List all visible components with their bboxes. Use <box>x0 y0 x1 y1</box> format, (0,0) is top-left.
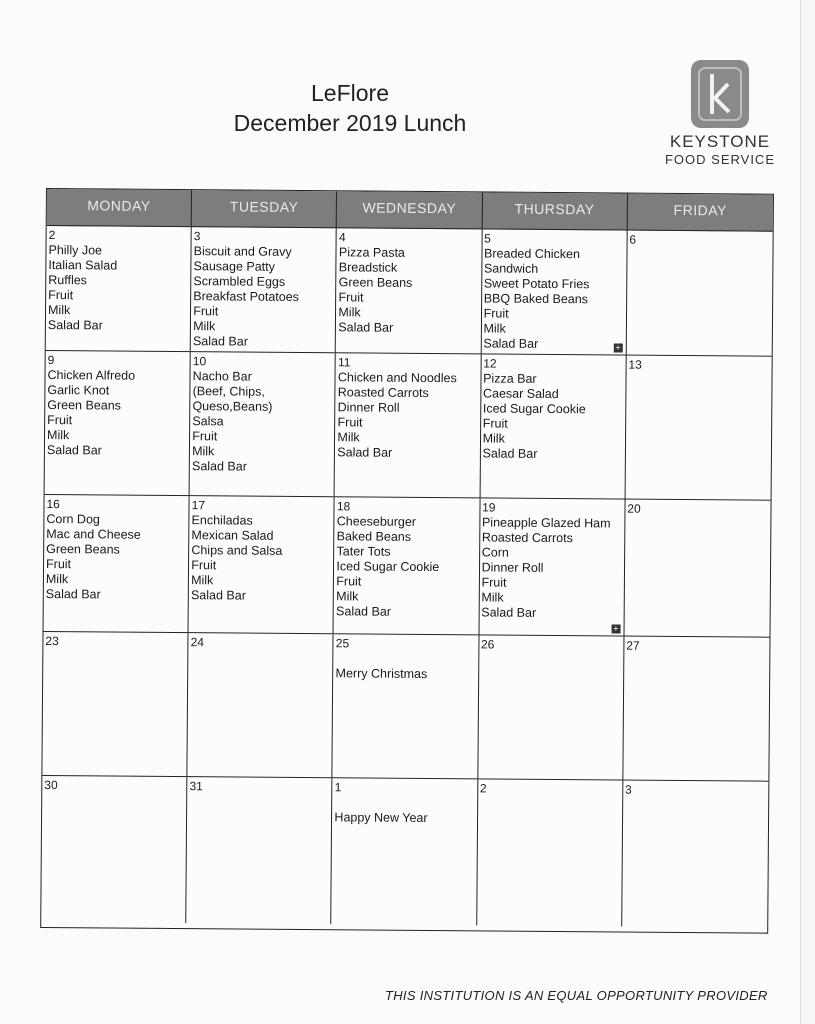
menu-item: Salad Bar <box>46 443 102 458</box>
day-number: 26 <box>480 637 495 652</box>
menu-item: Dinner Roll <box>337 400 400 415</box>
day-number: 19 <box>482 500 496 515</box>
calendar-week-row <box>42 632 769 782</box>
menu-item: Breadstick <box>338 260 398 275</box>
day-number: 9 <box>47 353 55 368</box>
menu-item: Garlic Knot <box>47 383 110 398</box>
menu-item: Milk <box>336 589 359 604</box>
menu-item: Philly Joe <box>48 243 103 258</box>
menu-item: Salad Bar <box>190 588 246 603</box>
day-cell <box>481 229 627 354</box>
menu-item: Mac and Cheese <box>46 527 141 542</box>
day-cell <box>334 497 480 634</box>
menu-item: Fruit <box>337 415 363 430</box>
day-number: 4 <box>338 230 346 245</box>
day-cell <box>188 633 334 777</box>
menu-item: Scrambled Eggs <box>193 274 286 289</box>
day-cell <box>190 352 336 496</box>
menu-item: Baked Beans <box>336 529 412 544</box>
menu-item: Iced Sugar Cookie <box>336 559 440 575</box>
day-cell <box>189 496 335 633</box>
menu-item: Pineapple Glazed Ham <box>481 515 611 531</box>
day-number: 27 <box>626 638 640 653</box>
menu-item: Breaded Chicken <box>484 246 581 262</box>
menu-item: Fruit <box>481 575 507 590</box>
menu-item: Green Beans <box>47 398 122 413</box>
day-number: 3 <box>625 782 632 797</box>
day-cell <box>622 781 768 928</box>
menu-item: Salad Bar <box>47 318 103 333</box>
weekday-wednesday: WEDNESDAY <box>337 191 482 228</box>
menu-item: Green Beans <box>46 542 120 557</box>
menu-item: Roasted Carrots <box>481 530 573 546</box>
day-number: 2 <box>479 781 487 796</box>
menu-item: Nacho Bar <box>192 369 252 384</box>
menu-item: Milk <box>47 428 70 443</box>
weekday-monday: MONDAY <box>47 189 192 226</box>
day-number: 3 <box>193 229 201 244</box>
menu-item: Dinner Roll <box>481 560 544 575</box>
menu-item: Iced Sugar Cookie <box>482 401 586 417</box>
day-cell <box>336 228 482 353</box>
menu-item: Tater Tots <box>336 544 391 559</box>
keystone-k-icon <box>691 60 749 128</box>
menu-item: Mexican Salad <box>191 528 274 543</box>
menu-item: Fruit <box>336 574 362 589</box>
keystone-logo <box>650 60 790 167</box>
weekday-thursday: THURSDAY <box>482 192 627 229</box>
menu-item: Milk <box>482 431 505 446</box>
day-number: 30 <box>44 778 58 793</box>
menu-item: BBQ Baked Beans <box>483 291 589 307</box>
menu-item: Cheeseburger <box>336 514 417 529</box>
menu-item: Fruit <box>193 304 219 319</box>
day-number: 16 <box>46 497 60 512</box>
day-cell <box>186 777 332 924</box>
plus-icon: + <box>613 623 619 634</box>
day-number: 1 <box>334 780 342 795</box>
brand-name: KEYSTONE <box>669 132 771 151</box>
equal-opportunity-notice: THIS INSTITUTION IS AN EQUAL OPPORTUNITY PROVIDER <box>385 988 768 1003</box>
calendar-week-row <box>45 351 772 501</box>
menu-item: Milk <box>338 305 361 320</box>
menu-item: Salad Bar <box>483 336 539 351</box>
day-cell <box>42 632 188 776</box>
day-number: 20 <box>627 501 641 516</box>
menu-item: Sausage Patty <box>193 259 275 274</box>
menu-item: Pizza Bar <box>483 371 537 386</box>
day-cell <box>41 776 187 923</box>
day-number: 10 <box>192 354 207 369</box>
menu-item: Sandwich <box>483 261 539 276</box>
menu-item: Green Beans <box>338 275 413 290</box>
day-number: 12 <box>483 356 497 371</box>
day-cell <box>333 634 479 778</box>
menu-item: Biscuit and Gravy <box>193 244 292 259</box>
calendar-week-row <box>44 495 771 638</box>
menu-item: Milk <box>45 572 69 587</box>
menu-item: Milk <box>191 573 214 588</box>
menu-item: Milk <box>337 430 360 445</box>
menu-item: Salad Bar <box>336 604 392 619</box>
menu-item: Chips and Salsa <box>191 543 283 558</box>
day-number: 24 <box>190 635 205 650</box>
menu-item: Enchiladas <box>191 513 253 528</box>
day-cell <box>44 495 190 632</box>
menu-item: Breakfast Potatoes <box>193 289 300 304</box>
page-title <box>190 78 510 138</box>
day-cell <box>191 227 337 352</box>
calendar-week-row <box>46 226 773 357</box>
day-number: 23 <box>45 634 59 649</box>
menu-item: Fruit <box>191 558 217 573</box>
menu-item: Salad Bar <box>45 587 101 602</box>
weekday-header-row <box>47 189 773 232</box>
menu-item: Salad Bar <box>482 446 538 461</box>
menu-item: (Beef, Chips, <box>192 384 265 399</box>
day-cell <box>479 498 625 635</box>
menu-item: Italian Salad <box>48 258 118 273</box>
menu-item: Fruit <box>47 413 73 428</box>
menu-item: Milk <box>193 319 216 334</box>
menu-item: Milk <box>192 444 215 459</box>
day-number: 11 <box>337 355 351 370</box>
menu-item: Fruit <box>483 306 509 321</box>
menu-item: Milk <box>481 590 504 605</box>
menu-item: Pizza Pasta <box>338 245 405 260</box>
menu-item: Queso,Beans) <box>192 399 273 414</box>
day-number: 2 <box>48 228 56 243</box>
day-number: 6 <box>629 232 637 247</box>
menu-item: Milk <box>47 303 71 318</box>
menu-item: Ruffles <box>48 273 88 288</box>
menu-item: Fruit <box>48 288 74 303</box>
school-name: LeFlore <box>311 80 389 106</box>
holiday-label: Merry Christmas <box>335 666 428 682</box>
day-cell <box>478 635 624 779</box>
menu-item: Salad Bar <box>338 320 394 335</box>
day-cell <box>45 351 191 495</box>
menu-item: Salad Bar <box>481 605 537 620</box>
day-number: 31 <box>189 779 203 794</box>
calendar-week-row <box>41 776 768 928</box>
menu-item: Corn <box>481 545 509 560</box>
day-number: 13 <box>628 357 642 372</box>
menu-item: Corn Dog <box>46 512 100 527</box>
day-cell <box>477 779 623 926</box>
menu-item: Salad Bar <box>337 445 393 460</box>
menu-item: Roasted Carrots <box>337 385 429 401</box>
day-cell <box>625 356 771 500</box>
menu-item: Salad Bar <box>192 334 248 349</box>
day-cell <box>332 778 478 925</box>
weekday-tuesday: TUESDAY <box>192 190 337 227</box>
menu-item: Sweet Potato Fries <box>483 276 590 292</box>
day-cell <box>46 226 192 351</box>
menu-item: Chicken and Noodles <box>337 370 457 386</box>
day-number: 25 <box>335 636 350 651</box>
menu-item: Salsa <box>192 414 224 429</box>
menu-item: Fruit <box>338 290 364 305</box>
day-number: 18 <box>336 499 351 514</box>
brand-tagline: FOOD SERVICE <box>664 152 775 167</box>
menu-item: Fruit <box>192 429 218 444</box>
plus-icon: + <box>615 342 621 353</box>
menu-item: Milk <box>483 321 506 336</box>
day-cell <box>480 354 626 498</box>
weekday-friday: FRIDAY <box>673 201 727 219</box>
day-cell <box>623 637 769 781</box>
day-cell <box>627 231 773 356</box>
menu-item: Fruit <box>45 557 72 572</box>
day-cell <box>624 500 770 637</box>
lunch-calendar <box>40 188 774 934</box>
menu-item: Caesar Salad <box>482 386 559 402</box>
day-number: 17 <box>191 498 206 513</box>
day-cell <box>335 353 481 497</box>
menu-item: Salad Bar <box>191 459 247 474</box>
menu-item: Fruit <box>482 416 508 431</box>
day-number: 5 <box>484 231 491 246</box>
menu-item: Chicken Alfredo <box>47 368 136 383</box>
menu-month-title: December 2019 Lunch <box>233 110 467 136</box>
holiday-label: Happy New Year <box>334 810 428 826</box>
